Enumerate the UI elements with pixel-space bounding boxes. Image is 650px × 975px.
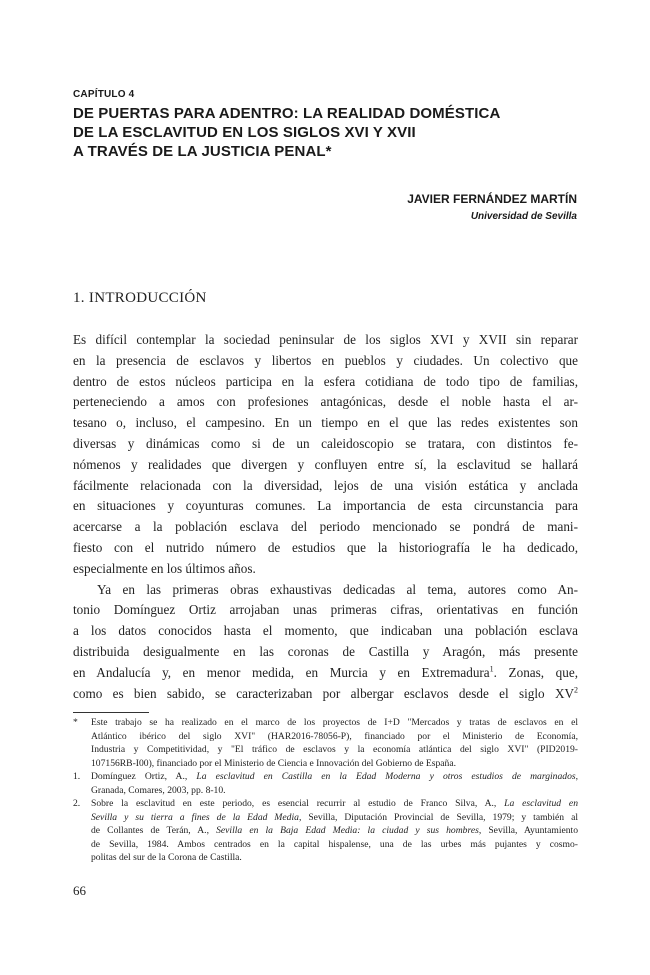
footnote-divider xyxy=(73,712,149,713)
footnote-ref[interactable]: 1 xyxy=(489,664,494,674)
footnote-title: Sevilla en la Baja Edad Media: la ciudad y sus hombres xyxy=(216,825,479,836)
footnote-line xyxy=(91,824,578,838)
body-line: tonio Domínguez Ortiz arrojaban unas primeras cifras, orientativas en función xyxy=(73,602,578,618)
footnote-line: 107156RB-I00), financiado por el Ministerio de Ciencia e Innovación del Gobierno de España. xyxy=(91,757,456,769)
chapter-title-line: A TRAVÉS DE LA JUSTICIA PENAL* xyxy=(73,143,332,160)
footnote-1 xyxy=(73,770,578,797)
footnote-mark: 2. xyxy=(73,798,81,809)
body-line: diversas y dinámicas como si de un caleidoscopio se tratara, con distintos fe- xyxy=(73,435,578,451)
footnote-text: Domínguez Ortiz, A., xyxy=(91,771,197,782)
footnote-2 xyxy=(73,797,578,865)
body-text xyxy=(73,330,578,704)
body-line: fiesto con el nutrido número de estudios que la historiografía le ha dedicado, xyxy=(73,539,578,555)
footnote-line xyxy=(91,797,578,811)
footnote-ref[interactable]: 2 xyxy=(574,685,578,695)
body-line: Ya en las primeras obras exhaustivas dedicadas al tema, autores como An- xyxy=(97,581,578,597)
footnote-line xyxy=(91,811,578,825)
footnote-line: Granada, Comares, 2003, pp. 8-10. xyxy=(91,784,226,796)
body-line xyxy=(73,684,578,705)
body-line: especialmente en los últimos años. xyxy=(73,560,256,576)
body-line: en situaciones y coyunturas comunes. La importancia de esta circunstancia para xyxy=(73,498,578,514)
footnote-star xyxy=(73,716,578,770)
body-line: perteneciendo a amos con profesiones antagónicas, desde el noble hasta el ar- xyxy=(73,394,578,410)
body-line: Es difícil contemplar la sociedad peninsular de los siglos XVI y XVII sin reparar xyxy=(73,332,578,347)
chapter-title xyxy=(73,104,593,161)
body-line xyxy=(73,663,578,684)
footnote-text: , Sevilla, Ayuntamiento xyxy=(478,825,578,836)
footnote-text: Sobre la esclavitud en este periodo, es esencial recurrir al estudio de Franco Silva, A., xyxy=(91,798,505,809)
chapter-title-line: DE LA ESCLAVITUD EN LOS SIGLOS XVI Y XVII xyxy=(73,124,416,141)
body-line-text: en Andalucía y, en menor medida, en Murcia y en Extremadura xyxy=(73,664,490,680)
body-line: en la presencia de esclavos y libertos en pueblos y ciudades. Un colectivo que xyxy=(73,352,578,368)
author-name: JAVIER FERNÁNDEZ MARTÍN xyxy=(407,192,577,206)
section-heading: 1. INTRODUCCIÓN xyxy=(73,290,207,306)
footnote-mark: * xyxy=(73,717,78,728)
footnote-line: de Sevilla, 1984. Ambos centrados en la capital hispalense, una de las urbes más pujantes y cosmo- xyxy=(91,838,578,850)
body-line-text: como es bien sabido, se caracterizaban por albergar esclavos desde el siglo XV xyxy=(73,685,574,701)
footnote-title: La esclavitud en xyxy=(504,798,578,809)
body-line: dentro de estos núcleos participa en la esfera cotidiana de todo tipo de familias, xyxy=(73,373,578,389)
footnote-text: , xyxy=(575,771,579,782)
footnote-line: Atlántico ibérico del siglo XVI" (HAR2016-78056-P), financiado por el Ministerio de Economía, xyxy=(91,730,578,742)
body-line: fácilmente relacionada con la diversidad, lejos de una visión estática y anclada xyxy=(73,477,578,493)
body-line: tesano o, incluso, el campesino. En un tiempo en el que las redes existentes son xyxy=(73,415,578,431)
footnote-line xyxy=(91,770,578,784)
footnote-mark: 1. xyxy=(73,771,81,782)
body-line: distribuida desigualmente en las coronas de Castilla y Aragón, más presente xyxy=(73,643,578,659)
footnote-title: La esclavitud en Castilla en la Edad Moderna y otros estudios de marginados xyxy=(196,771,576,782)
footnote-text: , Sevilla, Diputación Provincial de Sevilla, 1979; y también al xyxy=(298,811,579,823)
footnote-line: Este trabajo se ha realizado en el marco de los proyectos de I+D "Mercados y tratas de esclavos en el xyxy=(91,717,578,728)
page-number: 66 xyxy=(73,883,86,898)
body-line: nómenos y realidades que divergen y confluyen entre sí, la esclavitud se hallará xyxy=(73,456,578,472)
body-line-text: . Zonas, que, xyxy=(493,664,578,680)
body-line: acercarse a la población esclava del periodo mencionado se pondrá de mani- xyxy=(73,519,578,535)
footnote-title: Sevilla y su tierra a fines de la Edad Media xyxy=(91,811,299,823)
footnote-text: de Collantes de Terán, A., xyxy=(91,825,217,836)
author-affiliation: Universidad de Sevilla xyxy=(470,211,577,222)
footnote-line: Industria y Competitividad, y "El tráfico de esclavos y la economía atlántica del siglo XVI" (PID2019- xyxy=(91,744,578,755)
footnote-line: politas del sur de la Corona de Castilla. xyxy=(91,852,242,863)
chapter-label: CAPÍTULO 4 xyxy=(73,89,135,100)
body-line: a los datos conocidos hasta el momento, que indicaban una población esclava xyxy=(73,623,578,639)
footnotes xyxy=(73,716,578,865)
chapter-title-line: DE PUERTAS PARA ADENTRO: LA REALIDAD DOMÉSTICA xyxy=(73,105,501,122)
